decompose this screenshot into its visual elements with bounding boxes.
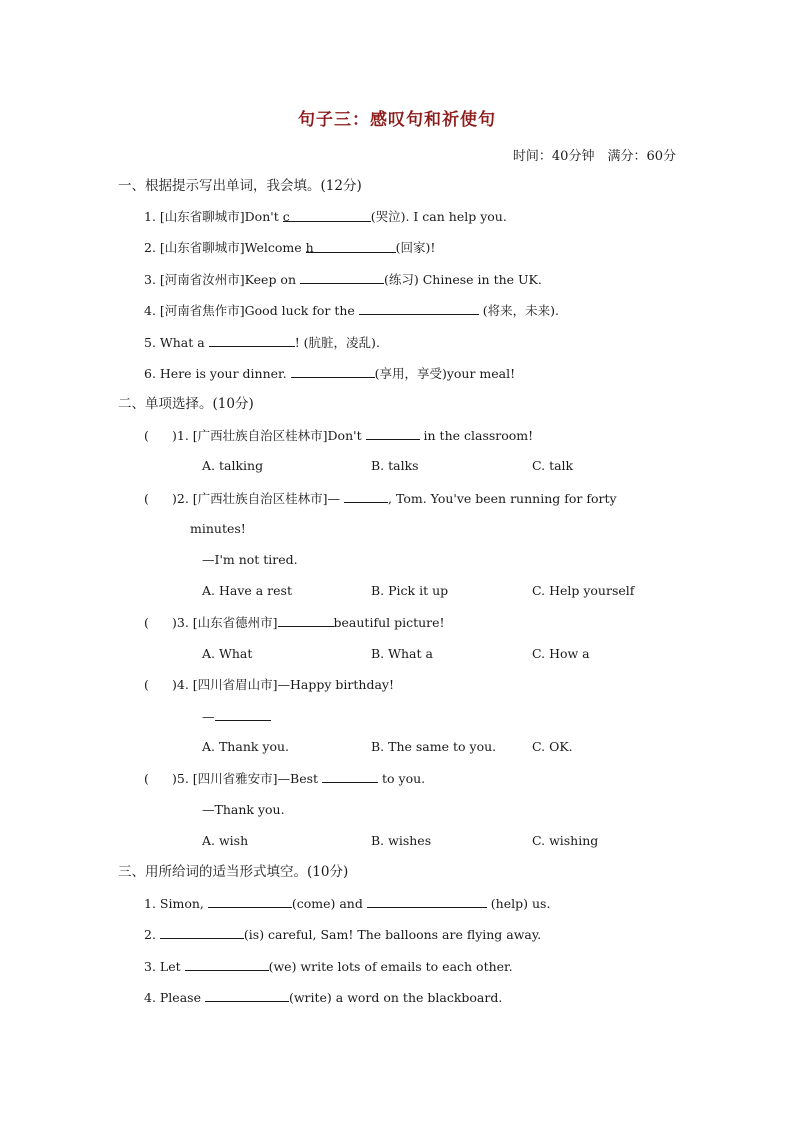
s1-item-5 [144,334,380,351]
s2-q5-answer-paren[interactable]: ( [144,771,149,786]
s2-q3-answer-paren[interactable]: ( [144,615,149,630]
s3-item-4 [144,989,502,1006]
s3-item-2-tail: (is) careful, Sam! The balloons are flying away. [243,927,542,942]
s2-q4-option-b[interactable]: B. The same to you. [371,739,497,754]
s2-q3 [144,614,445,631]
exam-meta: 时间：40分钟 满分：60分 [512,149,676,164]
s1-item-1-hint-letter: c [282,209,290,224]
s2-q2-tail: , Tom. You've been running for forty [388,491,617,506]
s3-item-3-text: 3. Let [144,959,185,974]
s1-item-6-text: 6. Here is your dinner. [144,366,291,381]
s2-q4 [144,677,394,693]
s2-q2-continuation: minutes! [190,521,246,536]
s1-item-6-blank[interactable] [291,365,375,378]
s1-item-2-blank[interactable] [306,240,396,253]
s2-q4-blank [215,708,271,721]
s2-q1-answer-paren[interactable]: ( [144,428,149,443]
s3-item-4-tail: (write) a word on the blackboard. [288,990,503,1005]
s1-item-3 [144,271,542,288]
s2-q3-blank [278,614,334,627]
s1-item-1-text: 1. [山东省聊城市]Don't [144,209,283,224]
section-1-heading: 一、根据提示写出单词，我会填。(12分) [118,178,362,194]
s2-q5-tail: to you. [378,771,426,786]
s2-q5-option-c[interactable]: C. wishing [532,833,599,848]
s3-item-2 [144,926,541,943]
s2-q5-text: )5. [四川省雅安市]—Best [172,771,323,786]
s3-item-3 [144,958,513,975]
s3-item-3-tail: (we) write lots of emails to each other. [268,959,513,974]
s2-q2-blank [344,490,388,503]
s1-item-2-tail: (回家)! [395,240,436,255]
s2-q4-text: )4. [四川省眉山市]—Happy birthday! [172,677,395,692]
s1-item-4-blank[interactable] [359,302,479,315]
s1-item-2-hint-letter: h [305,240,314,255]
s2-q4-option-a[interactable]: A. Thank you. [202,739,290,754]
section-3-heading: 三、用所给词的适当形式填空。(10分) [118,864,349,880]
s1-item-2 [144,240,435,256]
s3-item-4-text: 4. Please [144,990,205,1005]
s3-item-1-text: 1. Simon, [144,896,208,911]
s1-item-4 [144,302,559,319]
s2-q1 [144,427,533,444]
s2-q1-blank [366,427,420,440]
s2-q1-option-b[interactable]: B. talks [371,458,419,473]
s2-q2-option-c[interactable]: C. Help yourself [532,583,635,598]
s1-item-3-tail: (练习) Chinese in the UK. [383,272,542,287]
s1-item-1-tail: (哭泣). I can help you. [370,209,507,224]
s2-q5-option-b[interactable]: B. wishes [371,833,432,848]
s2-q1-option-c[interactable]: C. talk [532,458,574,473]
section-2-heading: 二、单项选择。(10分) [118,396,254,412]
s2-q4-reply [202,708,271,725]
s2-q5 [144,770,425,787]
s2-q2-reply: —I'm not tired. [202,552,298,567]
s3-item-4-blank[interactable] [205,989,289,1002]
s3-item-1-blank-2[interactable] [367,895,487,908]
s1-item-3-text: 3. [河南省汝州市]Keep on [144,272,300,287]
s1-item-5-tail: ! (肮脏，凌乱). [294,335,380,350]
s3-item-1-blank-1[interactable] [208,895,292,908]
s1-item-5-text: 5. What a [144,335,209,350]
s2-q2-answer-paren[interactable]: ( [144,491,149,506]
s2-q3-text: )3. [山东省德州市] [172,615,278,630]
s2-q3-tail: beautiful picture! [333,615,445,630]
s1-item-6 [144,365,515,382]
s2-q3-option-a[interactable]: A. What [202,646,253,661]
s2-q2-text: )2. [广西壮族自治区桂林市]— [172,491,345,506]
s2-q1-tail: in the classroom! [419,428,534,443]
s3-item-1 [144,895,550,912]
s2-q1-option-a[interactable]: A. talking [202,458,264,473]
s3-item-2-text: 2. [144,927,160,942]
s3-item-3-blank[interactable] [185,958,269,971]
s3-item-1-tail: (help) us. [486,896,551,911]
s2-q3-option-b[interactable]: B. What a [371,646,433,661]
s1-item-1-blank[interactable] [283,209,371,222]
s1-item-3-blank[interactable] [300,271,384,284]
s2-q5-option-a[interactable]: A. wish [202,833,249,848]
s2-q5-reply: —Thank you. [202,802,285,817]
s1-item-4-tail: (将来，未来). [478,303,560,318]
s2-q5-blank [322,770,378,783]
s1-item-4-text: 4. [河南省焦作市]Good luck for the [144,303,359,318]
s2-q1-text: )1. [广西壮族自治区桂林市]Don't [172,428,366,443]
s1-item-6-tail: (享用，享受)your meal! [374,366,516,381]
page-title: 句子三：感叹句和祈使句 [298,110,496,130]
s1-item-5-blank[interactable] [209,334,295,347]
s3-item-1-mid: (come) and [291,896,367,911]
s3-item-2-blank[interactable] [160,926,244,939]
s2-q4-reply-dash: — [202,709,215,724]
s2-q4-option-c[interactable]: C. OK. [532,739,573,754]
s2-q2-option-a[interactable]: A. Have a rest [202,583,292,598]
s2-q2-option-b[interactable]: B. Pick it up [371,583,449,598]
s2-q2 [144,490,617,507]
s1-item-2-text: 2. [山东省聊城市]Welcome [144,240,306,255]
s1-item-1 [144,209,507,225]
s2-q3-option-c[interactable]: C. How a [532,646,590,661]
s2-q4-answer-paren[interactable]: ( [144,677,149,692]
